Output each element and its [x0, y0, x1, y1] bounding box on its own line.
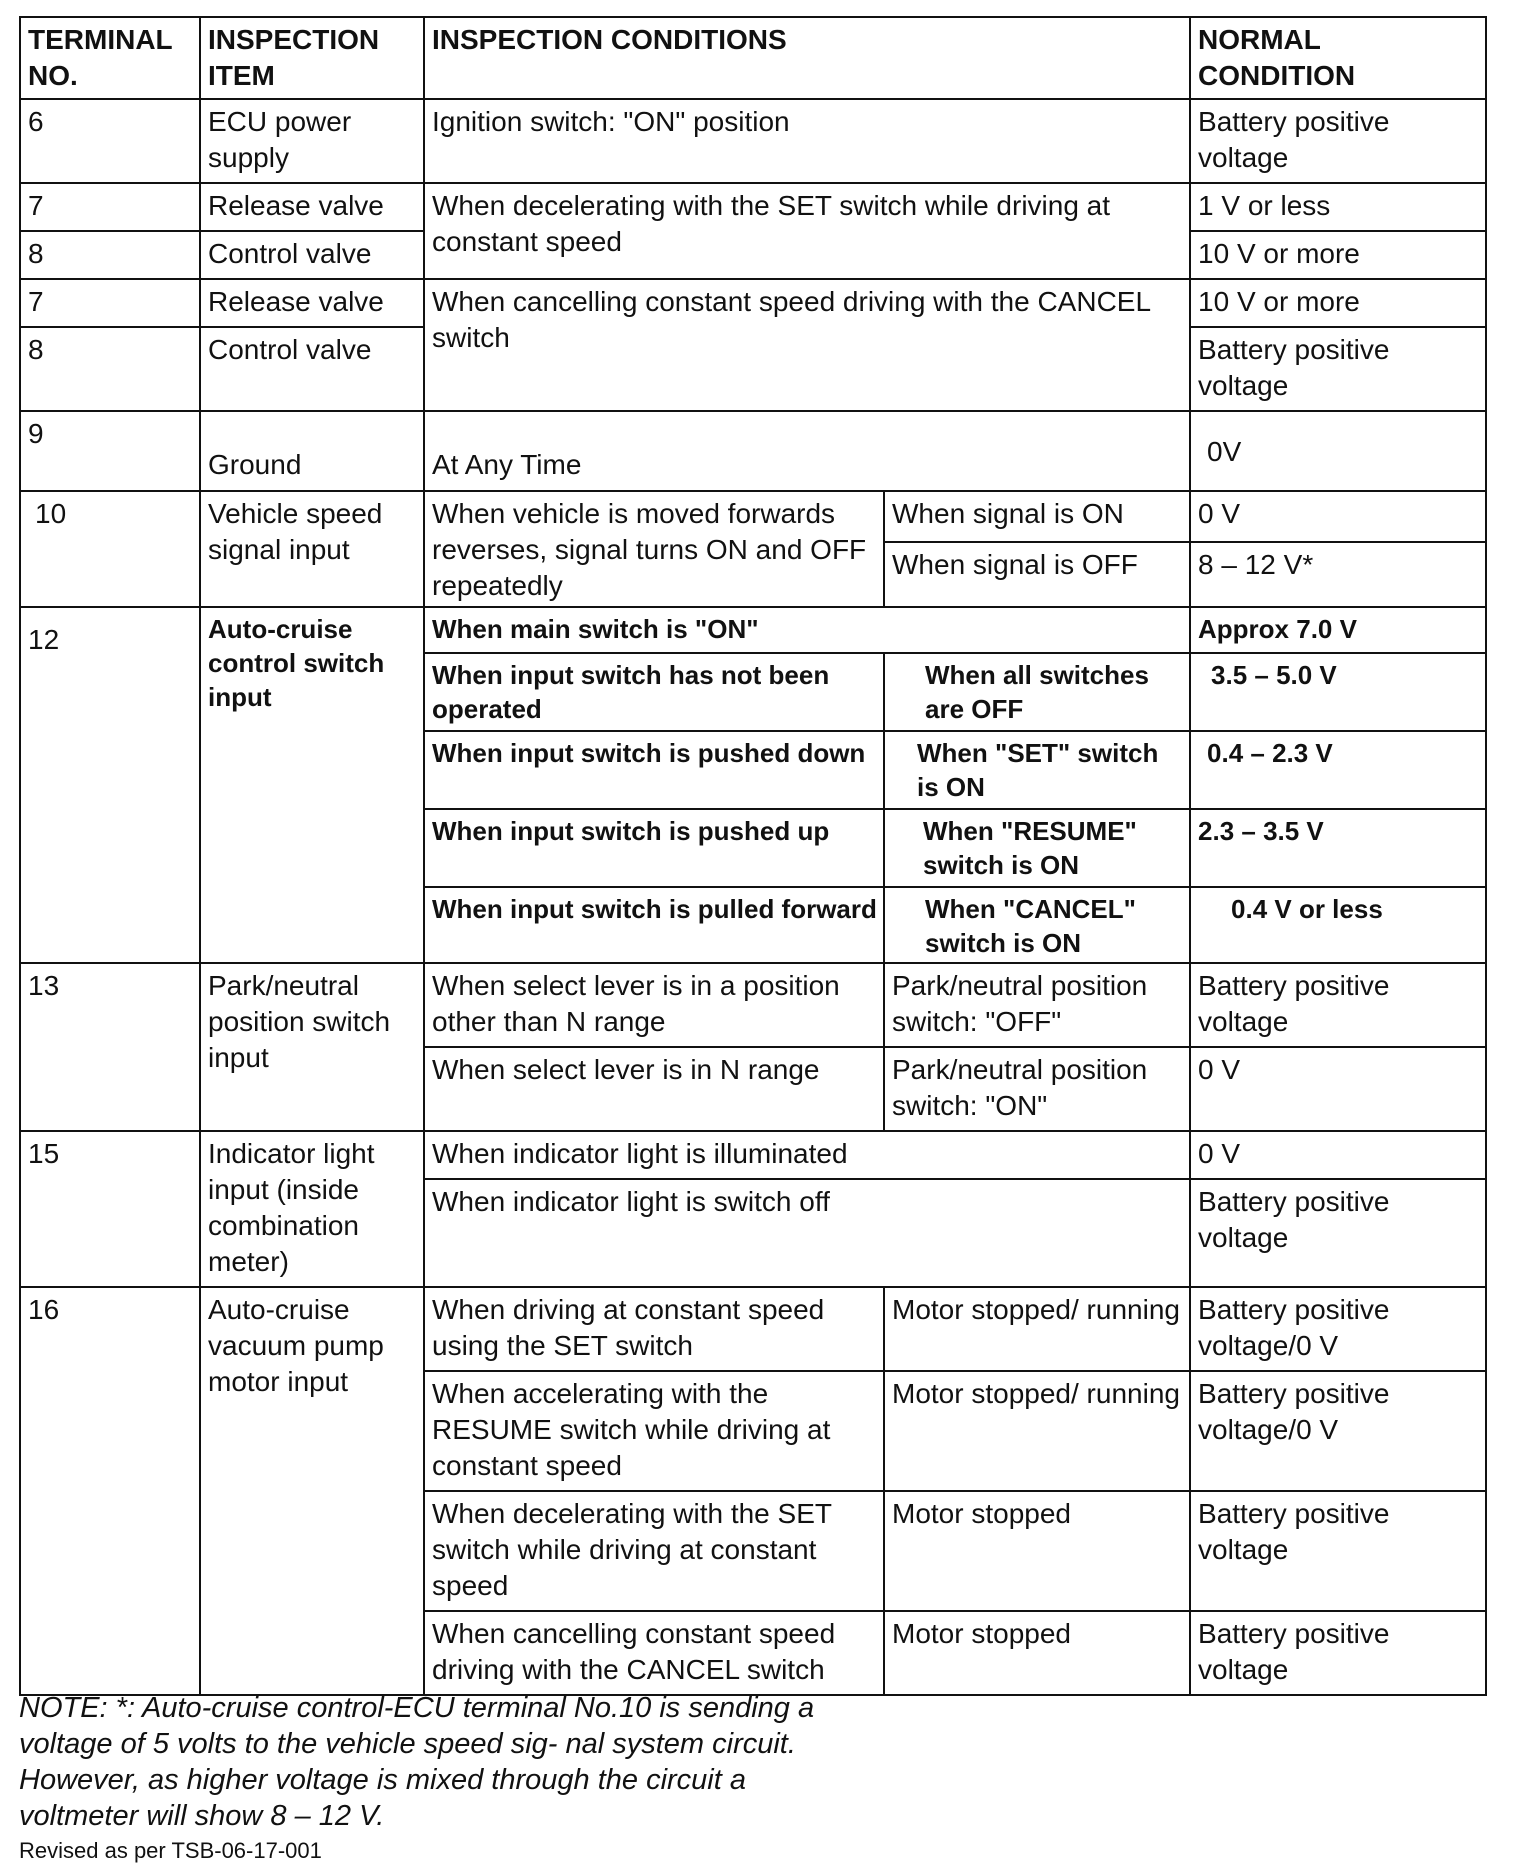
- normal-condition: Battery positive voltage/0 V: [1190, 1287, 1486, 1371]
- header-conditions: INSPECTION CONDITIONS: [424, 17, 1190, 99]
- normal-condition: Approx 7.0 V: [1190, 607, 1486, 653]
- normal-condition: Battery positive voltage: [1190, 99, 1486, 183]
- normal-condition: 0.4 – 2.3 V: [1190, 731, 1486, 809]
- sub-condition: When signal is OFF: [884, 542, 1190, 607]
- sub-condition: When "RESUME" switch is ON: [884, 809, 1190, 887]
- inspection-item: Vehicle speed signal input: [200, 491, 424, 607]
- terminal-no: 8: [20, 231, 200, 279]
- footnote: NOTE: *: Auto-cruise control-ECU terminal No.10 is sending a voltage of 5 volts to the vehicle speed sig- nal system circuit. However, as higher voltage is mixed through the circuit a voltmeter will show 8 – 12 V.: [19, 1692, 815, 1832]
- sub-condition: When signal is ON: [884, 491, 1190, 542]
- sub-condition: Motor stopped/ running: [884, 1287, 1190, 1371]
- inspection-condition: When cancelling constant speed driving with the CANCEL switch: [424, 279, 1190, 411]
- normal-condition: 10 V or more: [1190, 231, 1486, 279]
- table-row: [20, 1287, 1486, 1371]
- inspection-table: [19, 16, 1487, 1696]
- inspection-condition: When decelerating with the SET switch while driving at constant speed: [424, 1491, 884, 1611]
- terminal-no: 13: [20, 963, 200, 1131]
- inspection-item: Indicator light input (inside combination meter): [200, 1131, 424, 1287]
- normal-condition: Battery positive voltage: [1190, 1179, 1486, 1287]
- inspection-item: Release valve: [200, 279, 424, 327]
- inspection-condition: When input switch has not been operated: [424, 653, 884, 731]
- normal-condition: Battery positive voltage: [1190, 327, 1486, 411]
- header-row: [20, 17, 1486, 99]
- inspection-item: Release valve: [200, 183, 424, 231]
- normal-condition: 0 V: [1190, 491, 1486, 542]
- normal-condition: 0.4 V or less: [1190, 887, 1486, 963]
- inspection-condition: When indicator light is switch off: [424, 1179, 1190, 1287]
- normal-condition: Battery positive voltage: [1190, 1491, 1486, 1611]
- normal-condition: 0 V: [1190, 1047, 1486, 1131]
- sub-condition: Park/neutral position switch: "ON": [884, 1047, 1190, 1131]
- sub-condition: Park/neutral position switch: "OFF": [884, 963, 1190, 1047]
- inspection-condition: When driving at constant speed using the SET switch: [424, 1287, 884, 1371]
- inspection-condition: When vehicle is moved forwards reverses, signal turns ON and OFF repeatedly: [424, 491, 884, 607]
- terminal-no: 7: [20, 183, 200, 231]
- normal-condition: 0V: [1190, 411, 1486, 491]
- terminal-no: 15: [20, 1131, 200, 1287]
- inspection-condition: When decelerating with the SET switch while driving at constant speed: [424, 183, 1190, 279]
- sub-condition: Motor stopped/ running: [884, 1371, 1190, 1491]
- table-row: [20, 1131, 1486, 1179]
- sub-condition: Motor stopped: [884, 1611, 1190, 1695]
- inspection-condition: When main switch is "ON": [424, 607, 1190, 653]
- inspection-condition: When accelerating with the RESUME switch while driving at constant speed: [424, 1371, 884, 1491]
- table-row: [20, 963, 1486, 1047]
- normal-condition: Battery positive voltage: [1190, 1611, 1486, 1695]
- inspection-item: Auto-cruise vacuum pump motor input: [200, 1287, 424, 1695]
- sub-condition: When all switches are OFF: [884, 653, 1190, 731]
- inspection-item: Ground: [200, 411, 424, 491]
- inspection-condition: When input switch is pulled forward: [424, 887, 884, 963]
- table-row: [20, 607, 1486, 653]
- inspection-condition: When input switch is pushed up: [424, 809, 884, 887]
- inspection-item: Auto-cruise control switch input: [200, 607, 424, 963]
- header-terminal: TERMINAL NO.: [20, 17, 200, 99]
- table-row: [20, 99, 1486, 183]
- normal-condition: Battery positive voltage/0 V: [1190, 1371, 1486, 1491]
- table-row: [20, 279, 1486, 327]
- inspection-condition: Ignition switch: "ON" position: [424, 99, 1190, 183]
- header-item: INSPECTION ITEM: [200, 17, 424, 99]
- inspection-condition: When indicator light is illuminated: [424, 1131, 1190, 1179]
- inspection-condition: When cancelling constant speed driving with the CANCEL switch: [424, 1611, 884, 1695]
- normal-condition: 10 V or more: [1190, 279, 1486, 327]
- terminal-no: 7: [20, 279, 200, 327]
- table-row: [20, 491, 1486, 542]
- normal-condition: 2.3 – 3.5 V: [1190, 809, 1486, 887]
- inspection-condition: When select lever is in N range: [424, 1047, 884, 1131]
- sub-condition: When "CANCEL" switch is ON: [884, 887, 1190, 963]
- terminal-no: 9: [20, 411, 200, 491]
- inspection-item: Control valve: [200, 231, 424, 279]
- sub-condition: When "SET" switch is ON: [884, 731, 1190, 809]
- table-row: [20, 411, 1486, 491]
- header-normal: NORMAL CONDITION: [1190, 17, 1486, 99]
- inspection-condition: When input switch is pushed down: [424, 731, 884, 809]
- inspection-item: Control valve: [200, 327, 424, 411]
- inspection-condition: When select lever is in a position other than N range: [424, 963, 884, 1047]
- terminal-no: 16: [20, 1287, 200, 1695]
- normal-condition: 8 – 12 V*: [1190, 542, 1486, 607]
- terminal-no: 12: [20, 607, 200, 963]
- terminal-no: 8: [20, 327, 200, 411]
- terminal-no: 10: [20, 491, 200, 607]
- terminal-no: 6: [20, 99, 200, 183]
- normal-condition: 0 V: [1190, 1131, 1486, 1179]
- inspection-condition: At Any Time: [424, 411, 1190, 491]
- inspection-item: Park/neutral position switch input: [200, 963, 424, 1131]
- sub-condition: Motor stopped: [884, 1491, 1190, 1611]
- inspection-item: ECU power supply: [200, 99, 424, 183]
- normal-condition: 1 V or less: [1190, 183, 1486, 231]
- revision-note: Revised as per TSB-06-17-001: [19, 1838, 322, 1863]
- normal-condition: Battery positive voltage: [1190, 963, 1486, 1047]
- table-row: [20, 183, 1486, 231]
- normal-condition: 3.5 – 5.0 V: [1190, 653, 1486, 731]
